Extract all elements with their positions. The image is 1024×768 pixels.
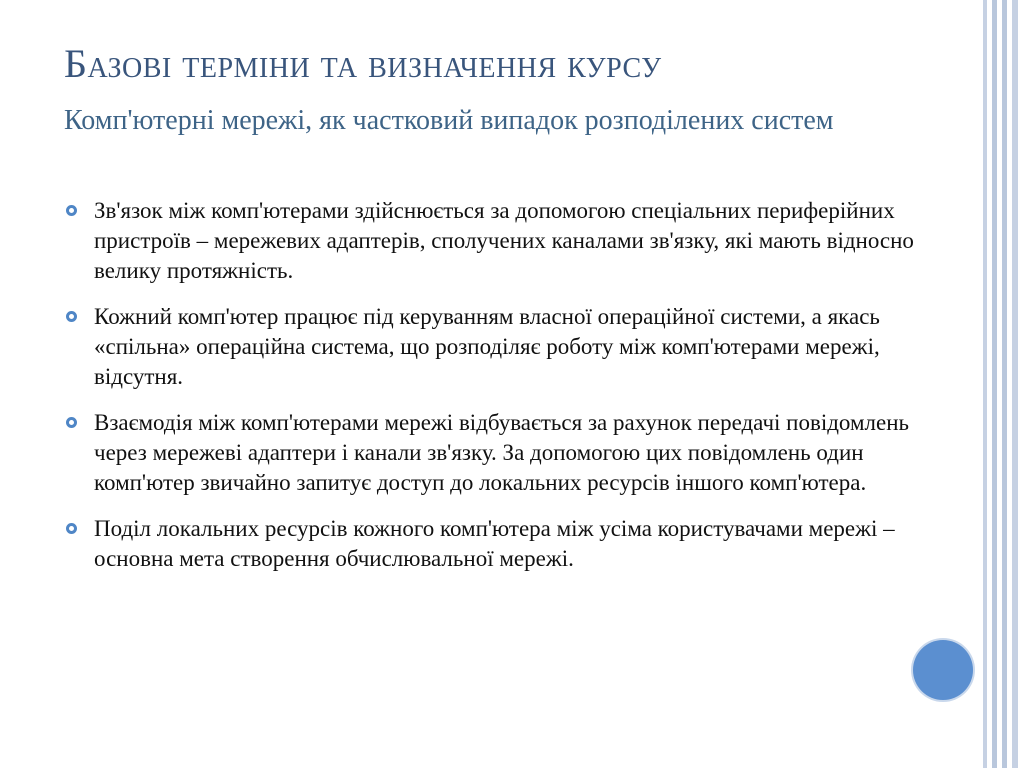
slide-subtitle: Комп'ютерні мережі, як частковий випадок розподілених систем — [64, 105, 834, 136]
decorative-side-stripes — [978, 0, 1024, 768]
bullet-item — [64, 514, 924, 574]
bullet-item — [64, 408, 924, 498]
bullet-text: Кожний комп'ютер працює під керуванням власної операційної системи, а якась «спільна» операційна система, що розподіляє роботу між комп'ютерами мережі, відсутня. — [94, 304, 880, 389]
bullet-marker-icon — [66, 417, 77, 428]
bullet-item — [64, 196, 924, 286]
decorative-circle — [913, 640, 973, 700]
bullet-marker-icon — [66, 311, 77, 322]
bullet-list — [64, 196, 924, 590]
bullet-text: Взаємодія між комп'ютерами мережі відбувається за рахунок передачі повідомлень через мережеві адаптери і канали зв'язку. За допомогою цих повідомлень один комп'ютер звичайно запитує доступ до локальних ресурсів іншого комп'ютера. — [94, 410, 910, 495]
slide-title: Базові терміни та визначення курсу — [64, 41, 662, 86]
bullet-item — [64, 302, 924, 392]
bullet-marker-icon — [66, 205, 77, 216]
bullet-text: Поділ локальних ресурсів кожного комп'ютера між усіма користувачами мережі – основна мета створення обчислювальної мережі. — [94, 516, 895, 571]
bullet-text: Зв'язок між комп'ютерами здійснюється за допомогою спеціальних периферійних пристроїв – мережевих адаптерів, сполучених каналами зв'язку, які мають відносно велику протяжність. — [94, 198, 914, 283]
bullet-marker-icon — [66, 523, 77, 534]
